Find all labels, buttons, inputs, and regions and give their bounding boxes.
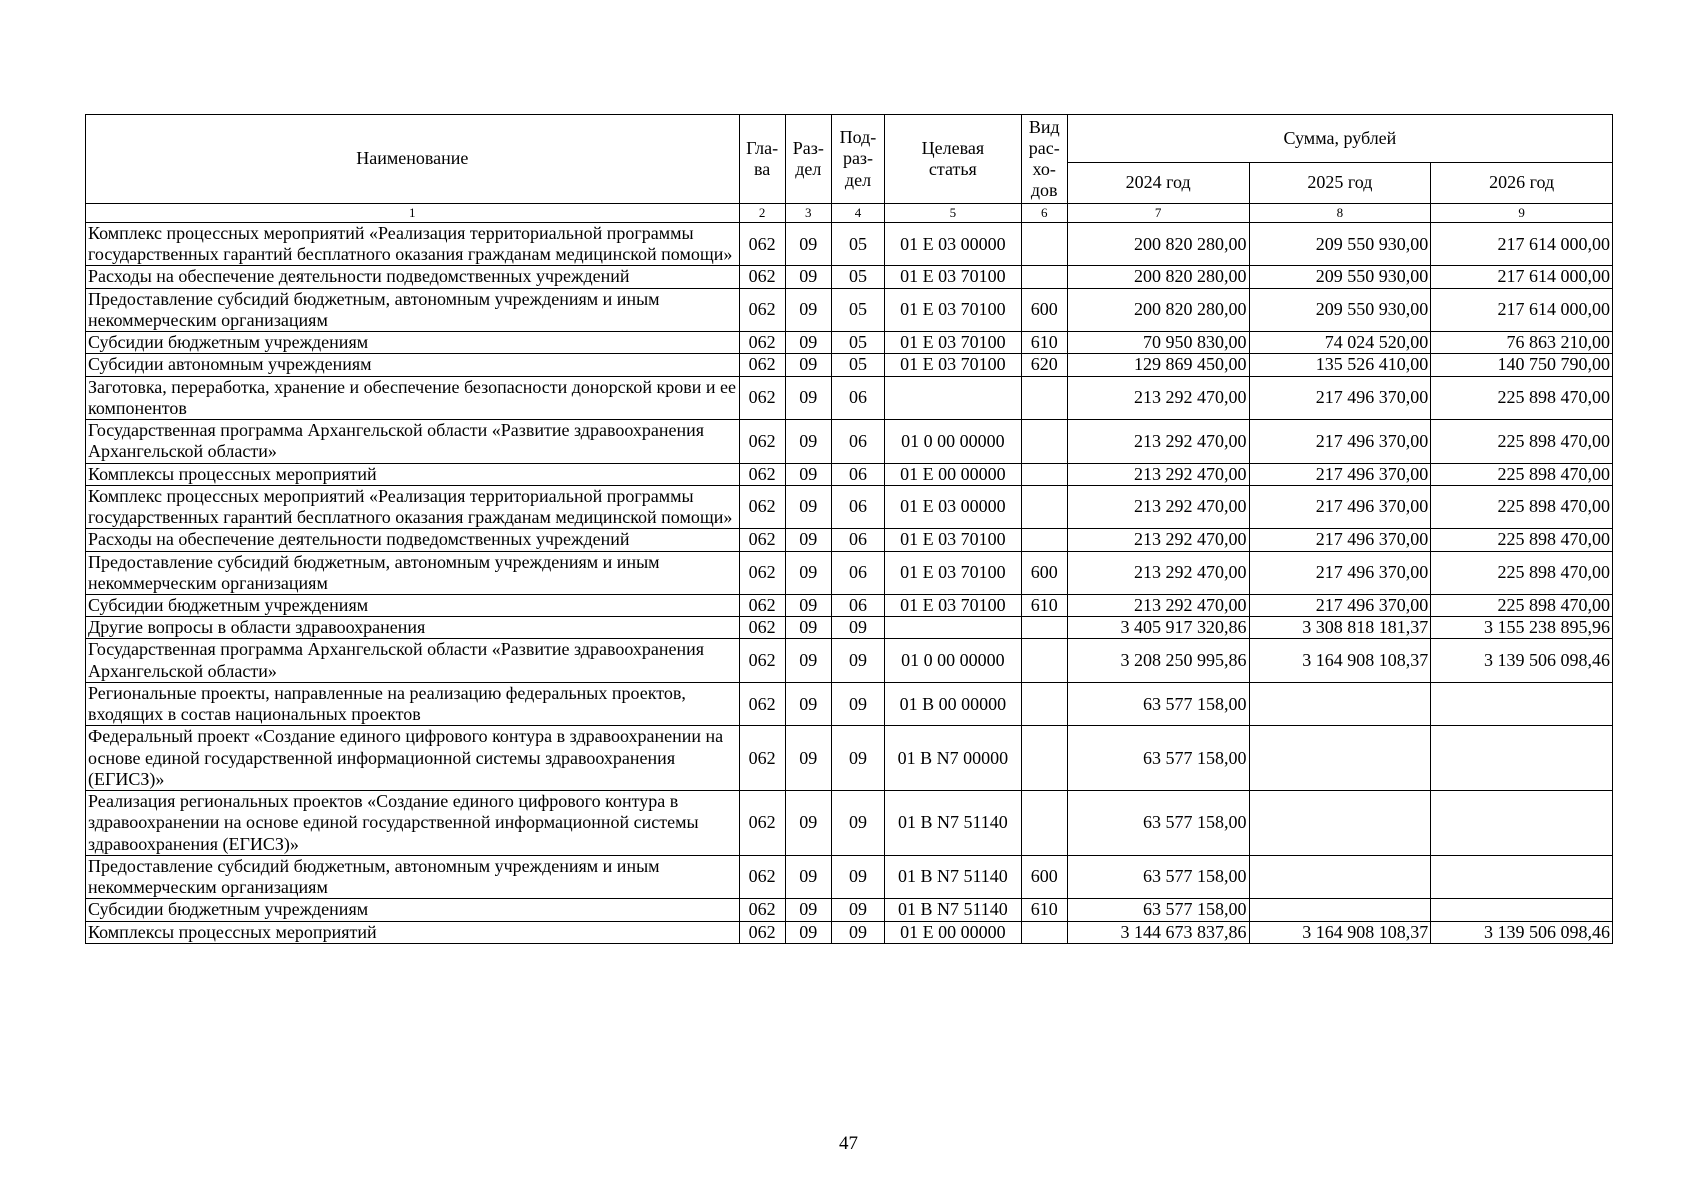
row-name: Субсидии бюджетным учреждениям	[86, 332, 740, 354]
row-podrazdel: 09	[831, 791, 884, 856]
table-row	[86, 266, 1613, 288]
row-glava: 062	[739, 420, 785, 463]
row-vid-rashodov	[1021, 921, 1067, 943]
column-number: 5	[885, 204, 1022, 223]
row-podrazdel: 06	[831, 376, 884, 419]
header-year-2026: 2026 год	[1431, 163, 1613, 204]
row-glava: 062	[739, 485, 785, 528]
row-glava: 062	[739, 791, 785, 856]
row-amount-2025	[1249, 791, 1431, 856]
row-razdel: 09	[785, 485, 831, 528]
budget-table	[85, 114, 1613, 944]
row-celevaya-statya: 01 В 00 00000	[885, 682, 1022, 725]
row-glava: 062	[739, 529, 785, 551]
header-year-2024: 2024 год	[1067, 163, 1249, 204]
row-amount-2026: 225 898 470,00	[1431, 485, 1613, 528]
row-glava: 062	[739, 376, 785, 419]
row-amount-2024: 63 577 158,00	[1067, 791, 1249, 856]
column-number: 9	[1431, 204, 1613, 223]
row-glava: 062	[739, 551, 785, 594]
row-celevaya-statya	[885, 376, 1022, 419]
row-vid-rashodov: 620	[1021, 354, 1067, 376]
row-amount-2026	[1431, 899, 1613, 921]
row-celevaya-statya: 01 В N7 51140	[885, 855, 1022, 898]
row-vid-rashodov	[1021, 463, 1067, 485]
table-row	[86, 529, 1613, 551]
column-number: 4	[831, 204, 884, 223]
row-name: Комплекс процессных мероприятий «Реализация территориальной программы государственных гарантий бесплатного оказания гражданам медицинской помощи»	[86, 223, 740, 266]
row-amount-2024: 213 292 470,00	[1067, 551, 1249, 594]
table-row	[86, 223, 1613, 266]
table-row	[86, 682, 1613, 725]
row-vid-rashodov: 600	[1021, 288, 1067, 331]
row-amount-2026: 3 139 506 098,46	[1431, 921, 1613, 943]
row-podrazdel: 06	[831, 529, 884, 551]
row-amount-2025: 217 496 370,00	[1249, 485, 1431, 528]
row-razdel: 09	[785, 420, 831, 463]
row-amount-2026	[1431, 726, 1613, 791]
row-amount-2024: 129 869 450,00	[1067, 354, 1249, 376]
row-amount-2025	[1249, 855, 1431, 898]
row-podrazdel: 09	[831, 682, 884, 725]
row-vid-rashodov: 600	[1021, 551, 1067, 594]
row-amount-2026: 3 155 238 895,96	[1431, 617, 1613, 639]
row-amount-2025: 74 024 520,00	[1249, 332, 1431, 354]
row-name: Субсидии бюджетным учреждениям	[86, 899, 740, 921]
row-amount-2025: 217 496 370,00	[1249, 376, 1431, 419]
table-row	[86, 921, 1613, 943]
row-celevaya-statya: 01 В N7 51140	[885, 791, 1022, 856]
column-number: 8	[1249, 204, 1431, 223]
row-name: Федеральный проект «Создание единого цифрового контура в здравоохранении на основе единой государственной информационной системы здравоохранения (ЕГИСЗ)»	[86, 726, 740, 791]
row-razdel: 09	[785, 899, 831, 921]
row-celevaya-statya: 01 Е 00 00000	[885, 463, 1022, 485]
row-amount-2026	[1431, 682, 1613, 725]
table-row	[86, 376, 1613, 419]
row-name: Комплексы процессных мероприятий	[86, 921, 740, 943]
row-podrazdel: 05	[831, 266, 884, 288]
row-glava: 062	[739, 899, 785, 921]
row-amount-2026	[1431, 855, 1613, 898]
row-amount-2026: 217 614 000,00	[1431, 223, 1613, 266]
row-amount-2024: 63 577 158,00	[1067, 855, 1249, 898]
row-podrazdel: 09	[831, 855, 884, 898]
row-name: Субсидии бюджетным учреждениям	[86, 594, 740, 616]
row-glava: 062	[739, 639, 785, 682]
row-amount-2024: 213 292 470,00	[1067, 420, 1249, 463]
row-celevaya-statya: 01 Е 03 70100	[885, 551, 1022, 594]
header-podrazdel: Под- раз- дел	[831, 115, 884, 204]
row-name: Государственная программа Архангельской области «Развитие здравоохранения Архангельской области»	[86, 420, 740, 463]
row-razdel: 09	[785, 726, 831, 791]
row-amount-2024: 3 208 250 995,86	[1067, 639, 1249, 682]
row-glava: 062	[739, 855, 785, 898]
table-row	[86, 332, 1613, 354]
row-amount-2024: 213 292 470,00	[1067, 463, 1249, 485]
row-amount-2026: 225 898 470,00	[1431, 594, 1613, 616]
row-celevaya-statya: 01 Е 03 70100	[885, 529, 1022, 551]
row-amount-2025: 217 496 370,00	[1249, 529, 1431, 551]
row-amount-2026: 225 898 470,00	[1431, 529, 1613, 551]
table-row	[86, 899, 1613, 921]
row-amount-2025: 3 164 908 108,37	[1249, 639, 1431, 682]
row-vid-rashodov	[1021, 266, 1067, 288]
table-row	[86, 551, 1613, 594]
table-row	[86, 855, 1613, 898]
row-vid-rashodov	[1021, 420, 1067, 463]
row-vid-rashodov	[1021, 617, 1067, 639]
row-celevaya-statya: 01 В N7 00000	[885, 726, 1022, 791]
row-amount-2025	[1249, 682, 1431, 725]
row-podrazdel: 05	[831, 288, 884, 331]
row-celevaya-statya: 01 Е 00 00000	[885, 921, 1022, 943]
row-celevaya-statya: 01 Е 03 70100	[885, 288, 1022, 331]
row-amount-2025: 217 496 370,00	[1249, 420, 1431, 463]
row-amount-2024: 213 292 470,00	[1067, 485, 1249, 528]
row-glava: 062	[739, 288, 785, 331]
row-celevaya-statya: 01 0 00 00000	[885, 420, 1022, 463]
row-razdel: 09	[785, 266, 831, 288]
row-amount-2025: 217 496 370,00	[1249, 463, 1431, 485]
row-vid-rashodov: 610	[1021, 899, 1067, 921]
row-razdel: 09	[785, 639, 831, 682]
row-razdel: 09	[785, 921, 831, 943]
row-podrazdel: 09	[831, 639, 884, 682]
row-razdel: 09	[785, 354, 831, 376]
row-amount-2026	[1431, 791, 1613, 856]
row-podrazdel: 05	[831, 354, 884, 376]
row-razdel: 09	[785, 288, 831, 331]
row-glava: 062	[739, 921, 785, 943]
row-razdel: 09	[785, 529, 831, 551]
row-vid-rashodov: 600	[1021, 855, 1067, 898]
row-amount-2026: 76 863 210,00	[1431, 332, 1613, 354]
row-name: Заготовка, переработка, хранение и обеспечение безопасности донорской крови и ее компонентов	[86, 376, 740, 419]
row-glava: 062	[739, 682, 785, 725]
row-celevaya-statya: 01 Е 03 00000	[885, 223, 1022, 266]
table-row	[86, 726, 1613, 791]
column-number-row	[86, 204, 1613, 223]
table-row	[86, 791, 1613, 856]
row-amount-2026: 140 750 790,00	[1431, 354, 1613, 376]
row-celevaya-statya: 01 Е 03 00000	[885, 485, 1022, 528]
row-razdel: 09	[785, 463, 831, 485]
row-vid-rashodov	[1021, 726, 1067, 791]
row-name: Предоставление субсидий бюджетным, автономным учреждениям и иным некоммерческим организациям	[86, 855, 740, 898]
row-name: Другие вопросы в области здравоохранения	[86, 617, 740, 639]
row-amount-2024: 63 577 158,00	[1067, 682, 1249, 725]
row-glava: 062	[739, 223, 785, 266]
header-razdel: Раз- дел	[785, 115, 831, 204]
row-celevaya-statya: 01 Е 03 70100	[885, 594, 1022, 616]
row-amount-2024: 200 820 280,00	[1067, 288, 1249, 331]
row-podrazdel: 05	[831, 223, 884, 266]
row-glava: 062	[739, 617, 785, 639]
row-podrazdel: 06	[831, 594, 884, 616]
row-podrazdel: 06	[831, 485, 884, 528]
row-podrazdel: 06	[831, 420, 884, 463]
row-amount-2026: 217 614 000,00	[1431, 288, 1613, 331]
row-amount-2026: 225 898 470,00	[1431, 463, 1613, 485]
table-row	[86, 420, 1613, 463]
row-name: Региональные проекты, направленные на реализацию федеральных проектов, входящих в состав национальных проектов	[86, 682, 740, 725]
row-name: Расходы на обеспечение деятельности подведомственных учреждений	[86, 529, 740, 551]
column-number: 3	[785, 204, 831, 223]
table-row	[86, 639, 1613, 682]
row-podrazdel: 05	[831, 332, 884, 354]
header-name: Наименование	[86, 115, 740, 204]
row-amount-2024: 3 144 673 837,86	[1067, 921, 1249, 943]
row-vid-rashodov	[1021, 682, 1067, 725]
row-amount-2026: 225 898 470,00	[1431, 551, 1613, 594]
row-celevaya-statya: 01 В N7 51140	[885, 899, 1022, 921]
row-vid-rashodov	[1021, 639, 1067, 682]
row-razdel: 09	[785, 682, 831, 725]
row-celevaya-statya: 01 Е 03 70100	[885, 332, 1022, 354]
row-razdel: 09	[785, 617, 831, 639]
row-razdel: 09	[785, 376, 831, 419]
column-number: 7	[1067, 204, 1249, 223]
row-glava: 062	[739, 594, 785, 616]
row-amount-2026: 225 898 470,00	[1431, 420, 1613, 463]
row-podrazdel: 09	[831, 899, 884, 921]
row-glava: 062	[739, 266, 785, 288]
row-name: Субсидии автономным учреждениям	[86, 354, 740, 376]
page-number: 47	[839, 1133, 858, 1154]
row-celevaya-statya: 01 0 00 00000	[885, 639, 1022, 682]
header-glava: Гла- ва	[739, 115, 785, 204]
row-vid-rashodov	[1021, 376, 1067, 419]
row-glava: 062	[739, 332, 785, 354]
row-amount-2025	[1249, 899, 1431, 921]
header-celevaya-statya: Целевая статья	[885, 115, 1022, 204]
row-glava: 062	[739, 726, 785, 791]
row-amount-2025: 209 550 930,00	[1249, 266, 1431, 288]
row-amount-2025: 3 308 818 181,37	[1249, 617, 1431, 639]
column-number: 2	[739, 204, 785, 223]
row-vid-rashodov: 610	[1021, 332, 1067, 354]
row-amount-2024: 70 950 830,00	[1067, 332, 1249, 354]
row-amount-2026: 3 139 506 098,46	[1431, 639, 1613, 682]
table-row	[86, 485, 1613, 528]
row-amount-2024: 63 577 158,00	[1067, 899, 1249, 921]
row-glava: 062	[739, 354, 785, 376]
row-vid-rashodov	[1021, 529, 1067, 551]
header-row-1	[86, 115, 1613, 163]
row-name: Предоставление субсидий бюджетным, автономным учреждениям и иным некоммерческим организациям	[86, 288, 740, 331]
table-row	[86, 617, 1613, 639]
row-amount-2024: 213 292 470,00	[1067, 594, 1249, 616]
table-row	[86, 463, 1613, 485]
row-glava: 062	[739, 463, 785, 485]
row-podrazdel: 09	[831, 617, 884, 639]
row-celevaya-statya: 01 Е 03 70100	[885, 266, 1022, 288]
table-body	[86, 223, 1613, 944]
row-amount-2026: 217 614 000,00	[1431, 266, 1613, 288]
row-podrazdel: 09	[831, 726, 884, 791]
row-amount-2024: 3 405 917 320,86	[1067, 617, 1249, 639]
row-razdel: 09	[785, 551, 831, 594]
row-name: Государственная программа Архангельской области «Развитие здравоохранения Архангельской области»	[86, 639, 740, 682]
row-vid-rashodov	[1021, 223, 1067, 266]
row-amount-2025: 209 550 930,00	[1249, 223, 1431, 266]
row-amount-2024: 213 292 470,00	[1067, 529, 1249, 551]
row-name: Расходы на обеспечение деятельности подведомственных учреждений	[86, 266, 740, 288]
row-name: Комплекс процессных мероприятий «Реализация территориальной программы государственных гарантий бесплатного оказания гражданам медицинской помощи»	[86, 485, 740, 528]
row-vid-rashodov	[1021, 485, 1067, 528]
row-amount-2024: 63 577 158,00	[1067, 726, 1249, 791]
row-amount-2025: 135 526 410,00	[1249, 354, 1431, 376]
row-amount-2025: 217 496 370,00	[1249, 594, 1431, 616]
row-vid-rashodov	[1021, 791, 1067, 856]
column-number: 1	[86, 204, 740, 223]
row-podrazdel: 06	[831, 551, 884, 594]
row-amount-2024: 200 820 280,00	[1067, 266, 1249, 288]
header-vid-rashodov: Вид рас- хо- дов	[1021, 115, 1067, 204]
header-year-2025: 2025 год	[1249, 163, 1431, 204]
row-name: Предоставление субсидий бюджетным, автономным учреждениям и иным некоммерческим организациям	[86, 551, 740, 594]
row-podrazdel: 09	[831, 921, 884, 943]
row-razdel: 09	[785, 855, 831, 898]
row-vid-rashodov: 610	[1021, 594, 1067, 616]
column-number: 6	[1021, 204, 1067, 223]
table-row	[86, 288, 1613, 331]
row-amount-2025: 217 496 370,00	[1249, 551, 1431, 594]
row-amount-2024: 213 292 470,00	[1067, 376, 1249, 419]
row-podrazdel: 06	[831, 463, 884, 485]
header-summa: Сумма, рублей	[1067, 115, 1612, 163]
table-row	[86, 594, 1613, 616]
row-celevaya-statya: 01 Е 03 70100	[885, 354, 1022, 376]
row-amount-2025: 3 164 908 108,37	[1249, 921, 1431, 943]
row-amount-2025	[1249, 726, 1431, 791]
row-razdel: 09	[785, 594, 831, 616]
row-amount-2025: 209 550 930,00	[1249, 288, 1431, 331]
table-row	[86, 354, 1613, 376]
row-name: Реализация региональных проектов «Создание единого цифрового контура в здравоохранении на основе единой государственной информационной системы здравоохранения (ЕГИСЗ)»	[86, 791, 740, 856]
row-razdel: 09	[785, 791, 831, 856]
row-name: Комплексы процессных мероприятий	[86, 463, 740, 485]
row-amount-2026: 225 898 470,00	[1431, 376, 1613, 419]
row-amount-2024: 200 820 280,00	[1067, 223, 1249, 266]
row-celevaya-statya	[885, 617, 1022, 639]
row-razdel: 09	[785, 223, 831, 266]
row-razdel: 09	[785, 332, 831, 354]
